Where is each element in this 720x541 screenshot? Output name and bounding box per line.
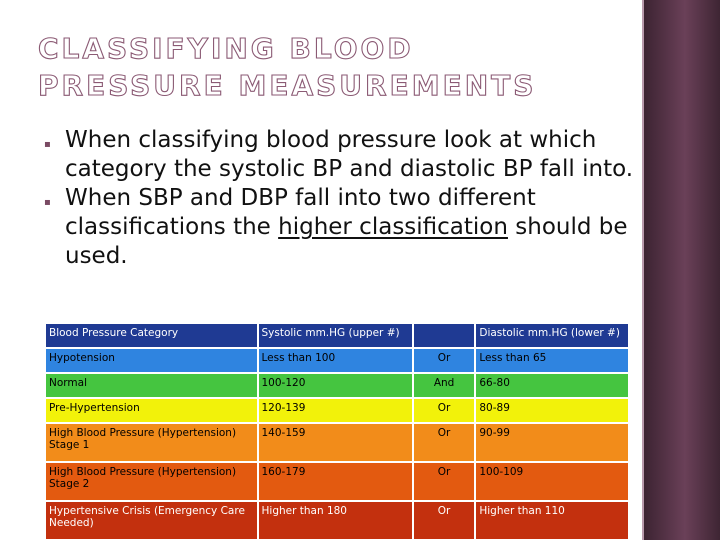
cell-systolic: 120-139 <box>259 399 412 422</box>
bullet-item <box>44 184 654 271</box>
bp-classification-table <box>44 322 630 541</box>
bullet-marker-icon: ▪ <box>44 139 51 150</box>
cell-connector: Or <box>414 424 475 461</box>
cell-systolic: Less than 100 <box>259 349 412 372</box>
slide-title: CLASSIFYING BLOOD PRESSURE MEASUREMENTS <box>38 32 537 102</box>
cell-diastolic: 80-89 <box>476 399 628 422</box>
bullet-marker-icon: ▪ <box>44 197 51 208</box>
cell-connector: Or <box>414 502 475 539</box>
cell-systolic: 140-159 <box>259 424 412 461</box>
cell-diastolic: 90-99 <box>476 424 628 461</box>
bullet-text: When classifying blood pressure look at which category the systolic BP and diastolic BP fall into. <box>65 127 634 182</box>
cell-diastolic: 100-109 <box>476 463 628 500</box>
header-connector <box>414 324 475 347</box>
table-row-stage-1 <box>46 424 628 461</box>
cell-diastolic: 66-80 <box>476 374 628 397</box>
header-category: Blood Pressure Category <box>46 324 257 347</box>
cell-systolic: 100-120 <box>259 374 412 397</box>
bullet-list <box>44 126 654 271</box>
cell-category: High Blood Pressure (Hypertension) Stage 2 <box>46 463 257 500</box>
cell-systolic: 160-179 <box>259 463 412 500</box>
table-row-normal <box>46 374 628 397</box>
table-header-row <box>46 324 628 347</box>
bullet-text: When SBP and DBP fall into two different classifications the <box>65 185 536 240</box>
cell-connector: Or <box>414 349 475 372</box>
cell-connector: And <box>414 374 475 397</box>
table-row-stage-2 <box>46 463 628 500</box>
cell-connector: Or <box>414 399 475 422</box>
bullet-item <box>44 126 654 184</box>
bullet-text-end: should be used. <box>65 214 628 269</box>
cell-diastolic: Higher than 110 <box>476 502 628 539</box>
cell-diastolic: Less than 65 <box>476 349 628 372</box>
cell-category: Hypotension <box>46 349 257 372</box>
cell-systolic: Higher than 180 <box>259 502 412 539</box>
table-row-hypotension <box>46 349 628 372</box>
table-row-pre-hypertension <box>46 399 628 422</box>
cell-connector: Or <box>414 463 475 500</box>
header-systolic: Systolic mm.HG (upper #) <box>259 324 412 347</box>
cell-category: High Blood Pressure (Hypertension) Stage 1 <box>46 424 257 461</box>
header-diastolic: Diastolic mm.HG (lower #) <box>476 324 628 347</box>
table-row-crisis <box>46 502 628 539</box>
cell-category: Pre-Hypertension <box>46 399 257 422</box>
cell-category: Hypertensive Crisis (Emergency Care Needed) <box>46 502 257 539</box>
highlighted-phrase: higher classification <box>278 214 508 240</box>
cell-category: Normal <box>46 374 257 397</box>
